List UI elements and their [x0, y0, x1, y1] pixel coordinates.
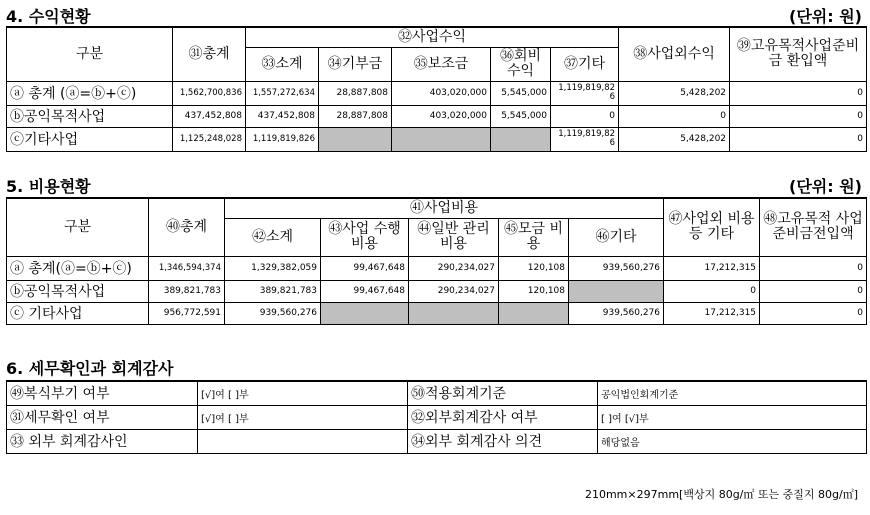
cell-total: 389,821,783	[149, 280, 225, 302]
table-row	[7, 256, 867, 280]
table-row	[7, 429, 867, 453]
row-label: ⓐ 총계(ⓐ=ⓑ+ⓒ)	[7, 256, 149, 280]
cell-membership: 5,545,000	[491, 81, 551, 105]
header-subtotal: ㊷소계	[225, 218, 321, 256]
tax-audit-section-title: 6. 세무확인과 회계감사	[6, 359, 174, 378]
table-row	[7, 302, 867, 324]
row-label: ⓑ공익목적사업	[7, 105, 173, 127]
header-other: ㊲기타	[551, 47, 619, 81]
label-auditor: ㉝ 외부 회계감사인	[7, 429, 198, 453]
cell-total: 1,125,248,028	[173, 127, 246, 151]
table-row	[7, 81, 867, 105]
table-row	[7, 127, 867, 151]
header-general: ㊹일반 관리비용	[409, 218, 499, 256]
header-donation: ㉞기부금	[319, 47, 392, 81]
table-row	[7, 381, 867, 405]
cell-other: 0	[551, 105, 619, 127]
value-double-entry: [√]여 [ ]부	[198, 381, 408, 405]
cell-operating: 99,467,648	[321, 256, 409, 280]
empty-cell	[569, 280, 664, 302]
cell-subtotal: 1,329,382,059	[225, 256, 321, 280]
table-row	[7, 280, 867, 302]
row-label: ⓒ 기타사업	[7, 302, 149, 324]
cell-other: 939,560,276	[569, 256, 664, 280]
header-reserve-reversal: ㊴고유목적사업준비금 환입액	[730, 27, 867, 81]
cell-fundraising: 120,108	[499, 256, 569, 280]
cell-other: 1,119,819,826	[551, 127, 619, 151]
cell-subtotal: 389,821,783	[225, 280, 321, 302]
expense-section-title: 5. 비용현황	[6, 177, 91, 196]
cell-reserve: 0	[730, 127, 867, 151]
cell-non-business: 17,212,315	[664, 256, 760, 280]
header-category: 구분	[7, 27, 173, 81]
expense-table	[6, 197, 867, 325]
label-external-audit: ㉜외부회계감사 여부	[408, 405, 598, 429]
value-accounting-standard: 공익법인회계기준	[598, 381, 867, 405]
cell-other: 939,560,276	[569, 302, 664, 324]
header-business-cost: ㊶사업비용	[225, 198, 664, 218]
table-row	[7, 405, 867, 429]
cell-total: 1,562,700,836	[173, 81, 246, 105]
empty-cell	[491, 127, 551, 151]
cell-subtotal: 1,557,272,634	[246, 81, 319, 105]
cell-donation: 28,887,808	[319, 105, 392, 127]
cell-subtotal: 939,560,276	[225, 302, 321, 324]
row-label: ⓐ 총계 (ⓐ=ⓑ+ⓒ)	[7, 81, 173, 105]
label-tax-check: ㉛세무확인 여부	[7, 405, 198, 429]
cell-total: 1,346,594,374	[149, 256, 225, 280]
header-reserve-transfer: ㊽고유목적 사업준비금전입액	[760, 198, 867, 256]
paper-spec-footer: 210mm×297mm[백상지 80g/㎡ 또는 중질지 80g/㎡]	[584, 488, 858, 501]
expense-unit-label: (단위: 원)	[789, 177, 862, 196]
value-auditor	[198, 429, 408, 453]
cell-total: 437,452,808	[173, 105, 246, 127]
header-operating: ㊸사업 수행비용	[321, 218, 409, 256]
cell-reserve: 0	[760, 280, 867, 302]
empty-cell	[392, 127, 491, 151]
cell-donation: 28,887,808	[319, 81, 392, 105]
cell-subsidy: 403,020,000	[392, 81, 491, 105]
header-subtotal: ㉝소계	[246, 47, 319, 81]
header-total: ㊵총계	[149, 198, 225, 256]
cell-general: 290,234,027	[409, 280, 499, 302]
cell-non-business: 5,428,202	[619, 127, 730, 151]
cell-other: 1,119,819,826	[551, 81, 619, 105]
tax-audit-table	[6, 380, 867, 454]
header-category: 구분	[7, 198, 149, 256]
empty-cell	[319, 127, 392, 151]
cell-subtotal: 437,452,808	[246, 105, 319, 127]
cell-general: 290,234,027	[409, 256, 499, 280]
header-membership: ㊱회비 수익	[491, 47, 551, 81]
header-business-revenue: ㉜사업수익	[246, 27, 619, 47]
label-accounting-standard: ㊿적용회계기준	[408, 381, 598, 405]
cell-operating: 99,467,648	[321, 280, 409, 302]
table-row	[7, 105, 867, 127]
value-tax-check: [√]여 [ ]부	[198, 405, 408, 429]
cell-non-business: 17,212,315	[664, 302, 760, 324]
cell-reserve: 0	[730, 81, 867, 105]
empty-cell	[321, 302, 409, 324]
header-subsidy: ㉟보조금	[392, 47, 491, 81]
cell-reserve: 0	[760, 302, 867, 324]
cell-subtotal: 1,119,819,826	[246, 127, 319, 151]
row-label: ⓑ공익목적사업	[7, 280, 149, 302]
header-other: ㊻기타	[569, 218, 664, 256]
header-non-business: ㊳사업외수익	[619, 27, 730, 81]
cell-fundraising: 120,108	[499, 280, 569, 302]
cell-reserve: 0	[730, 105, 867, 127]
cell-reserve: 0	[760, 256, 867, 280]
header-non-business: ㊼사업외 비용 등 기타	[664, 198, 760, 256]
value-external-audit: [ ]여 [√]부	[598, 405, 867, 429]
revenue-section-title: 4. 수익현황	[6, 7, 91, 26]
label-double-entry: ㊾복식부기 여부	[7, 381, 198, 405]
revenue-table	[6, 26, 867, 152]
header-fundraising: ㊺모금 비용	[499, 218, 569, 256]
empty-cell	[409, 302, 499, 324]
empty-cell	[499, 302, 569, 324]
cell-total: 956,772,591	[149, 302, 225, 324]
cell-non-business: 5,428,202	[619, 81, 730, 105]
row-label: ⓒ기타사업	[7, 127, 173, 151]
value-audit-opinion: 해당없음	[598, 429, 867, 453]
cell-non-business: 0	[619, 105, 730, 127]
cell-subsidy: 403,020,000	[392, 105, 491, 127]
cell-non-business: 0	[664, 280, 760, 302]
revenue-unit-label: (단위: 원)	[789, 7, 862, 26]
header-total: ㉛총계	[173, 27, 246, 81]
cell-membership: 5,545,000	[491, 105, 551, 127]
label-audit-opinion: ㉞외부 회계감사 의견	[408, 429, 598, 453]
